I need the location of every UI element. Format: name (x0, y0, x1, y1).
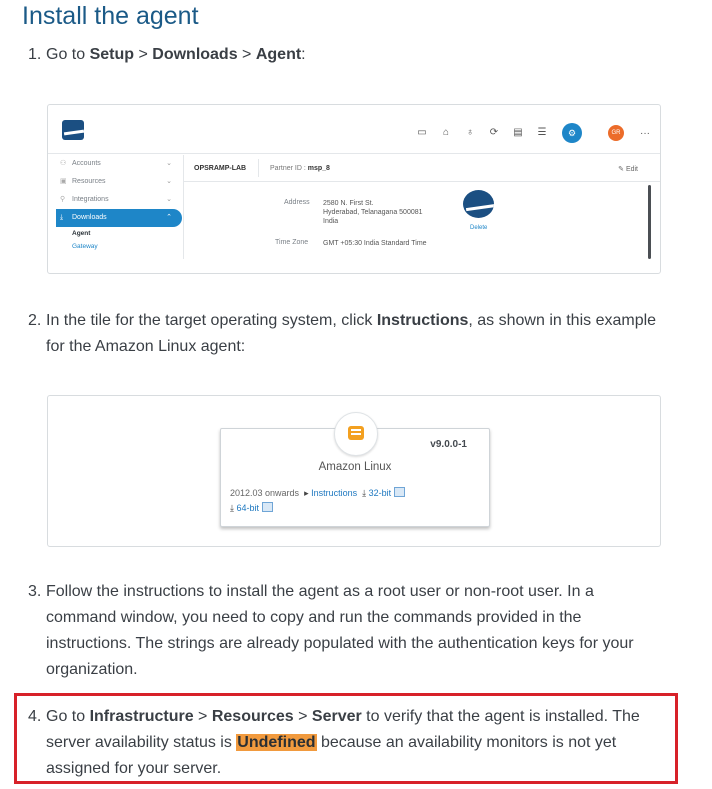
sidebar-subitem-agent[interactable]: Agent (72, 230, 91, 237)
download-icon: ⤓ (60, 214, 64, 221)
path-separator: > (293, 708, 312, 725)
partner-id-label: Partner ID : (270, 165, 308, 172)
address-value (323, 199, 423, 226)
downloads-screenshot (47, 104, 661, 274)
instructions-link[interactable]: Instructions (311, 488, 358, 498)
step-number: 2. (28, 312, 42, 329)
step-number: 3. (28, 583, 42, 600)
bell-icon[interactable]: ♁ (466, 127, 474, 138)
page-title: Install the agent (22, 2, 199, 30)
step-1 (28, 42, 668, 68)
step-text (46, 308, 668, 360)
address-label: Address (284, 199, 310, 206)
avatar[interactable]: GR (608, 125, 624, 141)
sidebar-item-resources[interactable] (56, 173, 182, 191)
step-text-part: because an availability monitors is not yet assigned for your server. (46, 734, 617, 777)
path-separator: > (237, 46, 256, 63)
path-separator: > (134, 46, 153, 63)
step-3 (28, 579, 668, 683)
step-number: 4. (28, 708, 42, 725)
step-4 (28, 704, 668, 782)
partner-id-value: msp_8 (307, 165, 330, 172)
delete-logo-link[interactable]: Delete (470, 225, 488, 231)
menu-path-resources: Resources (211, 708, 294, 725)
step-text-part: Go to (46, 708, 90, 725)
menu-path-server: Server (311, 708, 362, 725)
menu-path-setup: Setup (89, 46, 135, 63)
step-text (46, 704, 668, 782)
chevron-up-icon: ⌃ (166, 214, 172, 221)
download-icon: ⤓ (359, 488, 367, 498)
aws-icon (334, 412, 378, 456)
address-line: 2580 N. First St. (323, 200, 374, 207)
pencil-icon: ✎ (618, 166, 624, 173)
step-text-part: , as shown in this example for the Amazon Linux agent: (46, 312, 657, 355)
more-icon[interactable]: ··· (640, 127, 650, 139)
user-settings-icon[interactable]: ⚙ (562, 123, 582, 143)
account-header (184, 155, 660, 182)
app-sidebar (56, 155, 182, 253)
app-topbar (48, 105, 660, 154)
step-text: Follow the instructions to install the agent as a root user or non-root user. In a command window, you need to copy and run the commands provided in the instructions. The strings are already populated with the authentication keys for your organization. (46, 583, 634, 678)
step-2 (28, 308, 668, 360)
edit-label: Edit (625, 166, 638, 173)
menu-path-downloads: Downloads (152, 46, 238, 63)
address-line: India (323, 218, 339, 225)
monitor-icon[interactable]: ▤ (513, 127, 523, 138)
os-name: Amazon Linux (318, 461, 392, 473)
copy-icon[interactable] (262, 502, 273, 512)
os-version-range: 2012.03 onwards (230, 488, 300, 498)
accounts-icon: ⚇ (60, 160, 67, 167)
tile-icon[interactable]: ▭ (417, 127, 427, 138)
partner-id (270, 165, 330, 172)
instructions-term: Instructions (376, 312, 469, 329)
step-text-part: Go to (46, 46, 90, 63)
tile-links-row (230, 487, 405, 499)
menu-path-agent: Agent (255, 46, 302, 63)
chevron-down-icon: ⌄ (166, 160, 172, 167)
step-text-part: : (301, 46, 306, 63)
agent-tile-screenshot (47, 395, 661, 547)
step-text-part: to verify that the agent is installed. The server availability status is (46, 708, 640, 751)
status-undefined-highlight: Undefined (237, 734, 316, 751)
caret-right-icon: ▸ (301, 488, 309, 498)
sidebar-item-label: Resources (72, 178, 106, 185)
sidebar-item-downloads[interactable] (56, 209, 182, 227)
path-separator: > (193, 708, 212, 725)
chat-icon[interactable]: ☰ (537, 127, 547, 138)
download-32bit-link[interactable]: 32-bit (368, 488, 392, 498)
topbar-icons (416, 123, 650, 143)
timezone-label: Time Zone (275, 239, 309, 246)
tile-links-row (230, 502, 273, 514)
edit-button[interactable] (618, 165, 638, 173)
menu-path-infrastructure: Infrastructure (89, 708, 194, 725)
sidebar-item-label: Accounts (72, 160, 101, 167)
download-64bit-link[interactable]: 64-bit (236, 503, 260, 513)
agent-version: v9.0.0-1 (430, 439, 467, 450)
org-name: OPSRAMP-LAB (194, 165, 247, 172)
opsramp-logo (62, 120, 84, 140)
sync-icon[interactable]: ⟳ (489, 127, 499, 138)
sidebar-item-integrations[interactable] (56, 191, 182, 209)
address-line: Hyderabad, Telanagana 500081 (323, 209, 423, 216)
step-text (46, 42, 668, 68)
scrollbar[interactable] (648, 185, 651, 259)
download-icon: ⤓ (230, 503, 234, 513)
step-text-part: In the tile for the target operating system, click (46, 312, 377, 329)
sidebar-item-label: Integrations (72, 196, 109, 203)
chevron-down-icon: ⌄ (166, 178, 172, 185)
home-icon[interactable]: ⌂ (442, 127, 450, 138)
sidebar-item-label: Downloads (72, 214, 107, 221)
sidebar-subitem-gateway[interactable]: Gateway (72, 243, 98, 250)
divider (258, 159, 259, 177)
resources-icon: ▣ (60, 178, 67, 185)
step-number: 1. (28, 46, 42, 63)
copy-icon[interactable] (394, 487, 405, 497)
plug-icon: ⚲ (60, 196, 66, 203)
sidebar-item-accounts[interactable] (56, 155, 182, 173)
timezone-value: GMT +05:30 India Standard Time (323, 240, 427, 247)
company-logo (463, 190, 494, 218)
chevron-down-icon: ⌄ (166, 196, 172, 203)
